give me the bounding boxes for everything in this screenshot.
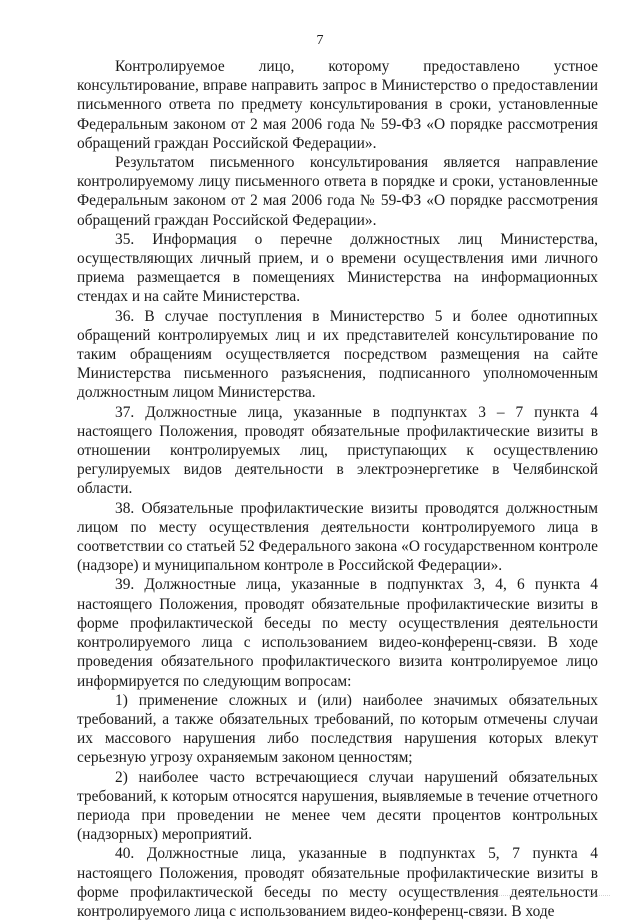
scan-footer-mark: [470, 892, 610, 896]
paragraph-35: 35. Информация о перечне должностных лиц Министерства, осуществляющих личный прием, и о времени осуществления ими личного приема размещается в помещениях Министерства на информационных стендах и на сайте Министерства.: [77, 230, 598, 306]
page-number: 7: [316, 33, 324, 48]
paragraph-written-request: Контролируемое лицо, которому предоставлено устное консультирование, вправе направить запрос в Министерство о предоставлении письменного ответа по предмету консультирования в сроки, установленные Федеральным законом от 2 мая 2006 года № 59-ФЗ «О порядке рассмотрения обращений граждан Российской Федерации».: [77, 58, 598, 152]
paragraph-39-item-2: 2) наиболее часто встречающиеся случаи нарушений обязательных требований, к которым относятся нарушения, выявляемые в течение отчетного периода при проведении не менее чем десяти процентов контрольных (надзорных) мероприятий.: [77, 768, 598, 844]
paragraph-written-result: Результатом письменного консультирования является направление контролируемому лицу письменного ответа в порядке и сроки, установленные Федеральным законом от 2 мая 2006 года № 59-ФЗ «О порядке рассмотрения обращений граждан Российской Федерации».: [77, 154, 598, 229]
paragraph-39: 39. Должностные лица, указанные в подпунктах 3, 4, 6 пункта 4 настоящего Положения, проводят обязательные профилактические визиты в форме профилактической беседы по месту осуществления деятельности контролируемого лица с использованием видео-конференц-связи. В ходе проведения обязательного профилактического визита контролируемое лицо информируется по следующим вопросам:: [77, 576, 598, 690]
paragraph-36: 36. В случае поступления в Министерство 5 и более однотипных обращений контролируемых лиц и их представителей консультирование по таким обращениям осуществляется посредством размещения на сайте Министерства письменного разъяснения, подписанного уполномоченным должностным лицом Министерства.: [77, 307, 598, 402]
paragraph-38: 38. Обязательные профилактические визиты проводятся должностным лицом по месту осуществления деятельности контролируемого лица в соответствии со статьей 52 Федерального закона «О государственном контроле (надзоре) и муниципальном контроле в Российской Федерации».: [77, 499, 598, 575]
paragraph-39-item-1: 1) применение сложных и (или) наиболее значимых обязательных требований, а также обязательных требований, по которым отмечены случаи их массового нарушения либо последствия нарушения которых влекут серьезную угрозу охраняемым законом ценностям;: [77, 691, 598, 767]
paragraph-37: 37. Должностные лица, указанные в подпунктах 3 – 7 пункта 4 настоящего Положения, проводят обязательные профилактические визиты в отношении контролируемых лиц, приступающих к осуществлению регулируемых видов деятельности в электроэнергетике в Челябинской области.: [77, 403, 598, 498]
paragraph-40: 40. Должностные лица, указанные в подпунктах 5, 7 пункта 4 настоящего Положения, проводят обязательные профилактические визиты в форме профилактической беседы по месту осуществления деятельности контролируемого лица с использованием видео-конференц-связи. В ходе: [77, 845, 598, 920]
document-body: [77, 57, 598, 921]
